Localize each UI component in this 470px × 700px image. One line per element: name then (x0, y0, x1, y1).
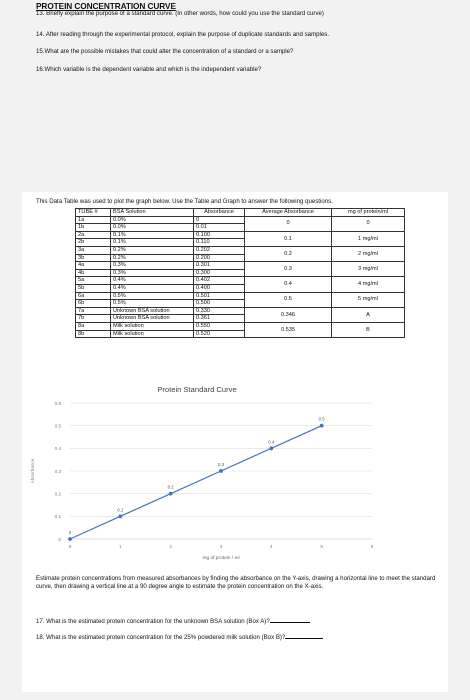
question-16: 16.Which variable is the dependent variable and which is the independent variable? (36, 66, 262, 73)
cell-bsa: 0.2% (111, 254, 194, 262)
y-tick-label: 0.3 (54, 468, 61, 474)
data-label: 0.4 (268, 439, 275, 445)
data-point (269, 446, 273, 450)
cell-absorbance: 0.200 (194, 254, 245, 262)
cell-bsa: 0.4% (111, 277, 194, 285)
cell-absorbance: 0.402 (194, 277, 245, 285)
data-point (219, 469, 223, 473)
cell-mg-protein: 3 mg/ml (332, 262, 405, 277)
cell-tube: 1a (76, 216, 111, 224)
cell-tube: 3b (76, 254, 111, 262)
cell-absorbance: 0.330 (194, 307, 245, 315)
table-row (76, 262, 405, 270)
cell-mg-protein: 1 mg/ml (332, 231, 405, 246)
top-questions (36, 1, 461, 73)
data-label: 0.1 (117, 507, 124, 513)
cell-tube: 8b (76, 330, 111, 338)
x-tick-label: 4 (270, 544, 273, 549)
cell-tube: 7a (76, 307, 111, 315)
table-row (76, 231, 405, 239)
cell-bsa: 0.0% (111, 216, 194, 224)
data-point (320, 424, 324, 428)
data-point (68, 537, 72, 541)
header-average-absorbance: Average Absorbance (245, 209, 332, 217)
table-row (76, 216, 405, 224)
cell-bsa: Unknown BSA solution (111, 315, 194, 323)
cell-tube: 1b (76, 224, 111, 232)
table-row (76, 277, 405, 285)
cell-mg-protein: A (332, 307, 405, 322)
x-tick-label: 3 (219, 544, 223, 549)
cell-tube: 7b (76, 315, 111, 323)
cell-absorbance: 0.500 (194, 300, 245, 308)
y-tick-label: 0.5 (54, 423, 61, 429)
page-title: PROTEIN CONCENTRATION CURVE (36, 1, 176, 11)
y-tick-label: 0.4 (54, 446, 61, 452)
cell-tube: 6b (76, 300, 111, 308)
x-tick-label: 6 (370, 544, 374, 549)
data-point (118, 514, 122, 518)
table-header-row (76, 209, 405, 217)
header-mg-protein: mg of protein/ml (332, 209, 405, 217)
cell-absorbance: 0.550 (194, 322, 245, 330)
cell-bsa: Milk solution (111, 322, 194, 330)
cell-absorbance: 0.400 (194, 284, 245, 292)
cell-absorbance: 0.100 (194, 231, 245, 239)
table-row (76, 246, 405, 254)
table-row (76, 307, 405, 315)
cell-tube: 4b (76, 269, 111, 277)
cell-bsa: 0.3% (111, 262, 194, 270)
estimate-instructions: Estimate protein concentrations from measured absorbances by finding the absorbance on the Y-axis, drawing a horizontal line to meet the standard curve, then drawing a vertical line at a 90 degree angle to estimate the protein concentration on the X-axis. (36, 575, 436, 590)
question-17-text: 17. What is the estimated protein concentration for the unknown BSA solution (Box A)? (36, 618, 270, 625)
data-card (22, 192, 448, 692)
cell-tube: 5a (76, 277, 111, 285)
cell-mg-protein: 2 mg/ml (332, 246, 405, 261)
table-row (76, 322, 405, 330)
table-row (76, 292, 405, 300)
y-tick-label: 0.2 (54, 491, 61, 497)
table-intro: This Data Table was used to plot the graph below. Use the Table and Graph to answer the following questions. (36, 198, 333, 205)
answer-blank-17[interactable] (270, 617, 310, 623)
question-17 (36, 617, 310, 626)
cell-absorbance: 0.361 (194, 315, 245, 323)
cell-absorbance: 0.520 (194, 330, 245, 338)
x-axis-label: mg of protein / ml (202, 556, 240, 561)
question-13: 13. Briefly explain the purpose of a standard curve. (In other words, how could you use the standard curve) (36, 10, 324, 17)
cell-bsa: Unknown BSA solution (111, 307, 194, 315)
cell-bsa: 0.2% (111, 246, 194, 254)
cell-tube: 8a (76, 322, 111, 330)
data-table (75, 208, 405, 338)
cell-bsa: 0.5% (111, 300, 194, 308)
cell-tube: 2b (76, 239, 111, 247)
data-label: 0.2 (167, 484, 174, 490)
cell-tube: 6a (76, 292, 111, 300)
cell-bsa: Milk solution (111, 330, 194, 338)
cell-absorbance: 0.301 (194, 262, 245, 270)
data-label: 0 (68, 530, 72, 535)
cell-average-absorbance: 0.5 (245, 292, 332, 307)
cell-absorbance: 0.01 (194, 224, 245, 232)
header-tube: TUBE # (76, 209, 111, 217)
cell-tube: 2a (76, 231, 111, 239)
cell-bsa: 0.1% (111, 231, 194, 239)
chart-title: Protein Standard Curve (157, 385, 237, 394)
cell-average-absorbance: 0.2 (245, 246, 332, 261)
header-bsa-solution: BSA Solution (111, 209, 194, 217)
question-18 (36, 633, 323, 642)
x-tick-label: 1 (119, 544, 122, 549)
x-tick-label: 2 (169, 544, 172, 549)
y-tick-label: 0.1 (54, 514, 61, 520)
cell-average-absorbance: 0.1 (245, 231, 332, 246)
cell-absorbance: 0 (194, 216, 245, 224)
question-15: 15.What are the possible mistakes that could alter the concentration of a standard or a sample? (36, 48, 294, 55)
data-label: 0.5 (318, 416, 325, 422)
cell-tube: 5b (76, 284, 111, 292)
cell-average-absorbance: 0 (245, 216, 332, 231)
cell-tube: 4a (76, 262, 111, 270)
x-tick-label: 0 (68, 544, 72, 549)
question-14: 14. After reading through the experimental protocol, explain the purpose of duplicate standards and samples. (36, 31, 330, 38)
cell-absorbance: 0.300 (194, 269, 245, 277)
header-absorbance: Absorbance (194, 209, 245, 217)
cell-average-absorbance: 0.3 (245, 262, 332, 277)
cell-bsa: 0.4% (111, 284, 194, 292)
cell-bsa: 0.0% (111, 224, 194, 232)
cell-mg-protein: 5 mg/ml (332, 292, 405, 307)
cell-absorbance: 0.202 (194, 246, 245, 254)
answer-blank-18[interactable] (285, 633, 323, 639)
y-axis-label: Absorbance (30, 458, 35, 484)
cell-mg-protein: 4 mg/ml (332, 277, 405, 292)
cell-average-absorbance: 0.346 (245, 307, 332, 322)
cell-absorbance: 0.110 (194, 239, 245, 247)
cell-bsa: 0.1% (111, 239, 194, 247)
y-tick-label: 0.6 (54, 400, 61, 406)
cell-bsa: 0.5% (111, 292, 194, 300)
data-point (169, 492, 173, 496)
protein-standard-curve-chart (22, 380, 448, 570)
cell-average-absorbance: 0.4 (245, 277, 332, 292)
y-tick-label: 0 (58, 536, 61, 542)
question-18-text: 18. What is the estimated protein concentration for the 25% powdered milk solution (Box B)? (36, 634, 286, 641)
cell-mg-protein: B (332, 322, 405, 337)
series-line (70, 426, 322, 539)
x-tick-label: 5 (320, 544, 323, 549)
cell-tube: 3a (76, 246, 111, 254)
cell-bsa: 0.3% (111, 269, 194, 277)
cell-average-absorbance: 0.535 (245, 322, 332, 337)
cell-mg-protein: 0 (332, 216, 405, 231)
cell-absorbance: 0.501 (194, 292, 245, 300)
data-label: 0.3 (217, 462, 225, 467)
